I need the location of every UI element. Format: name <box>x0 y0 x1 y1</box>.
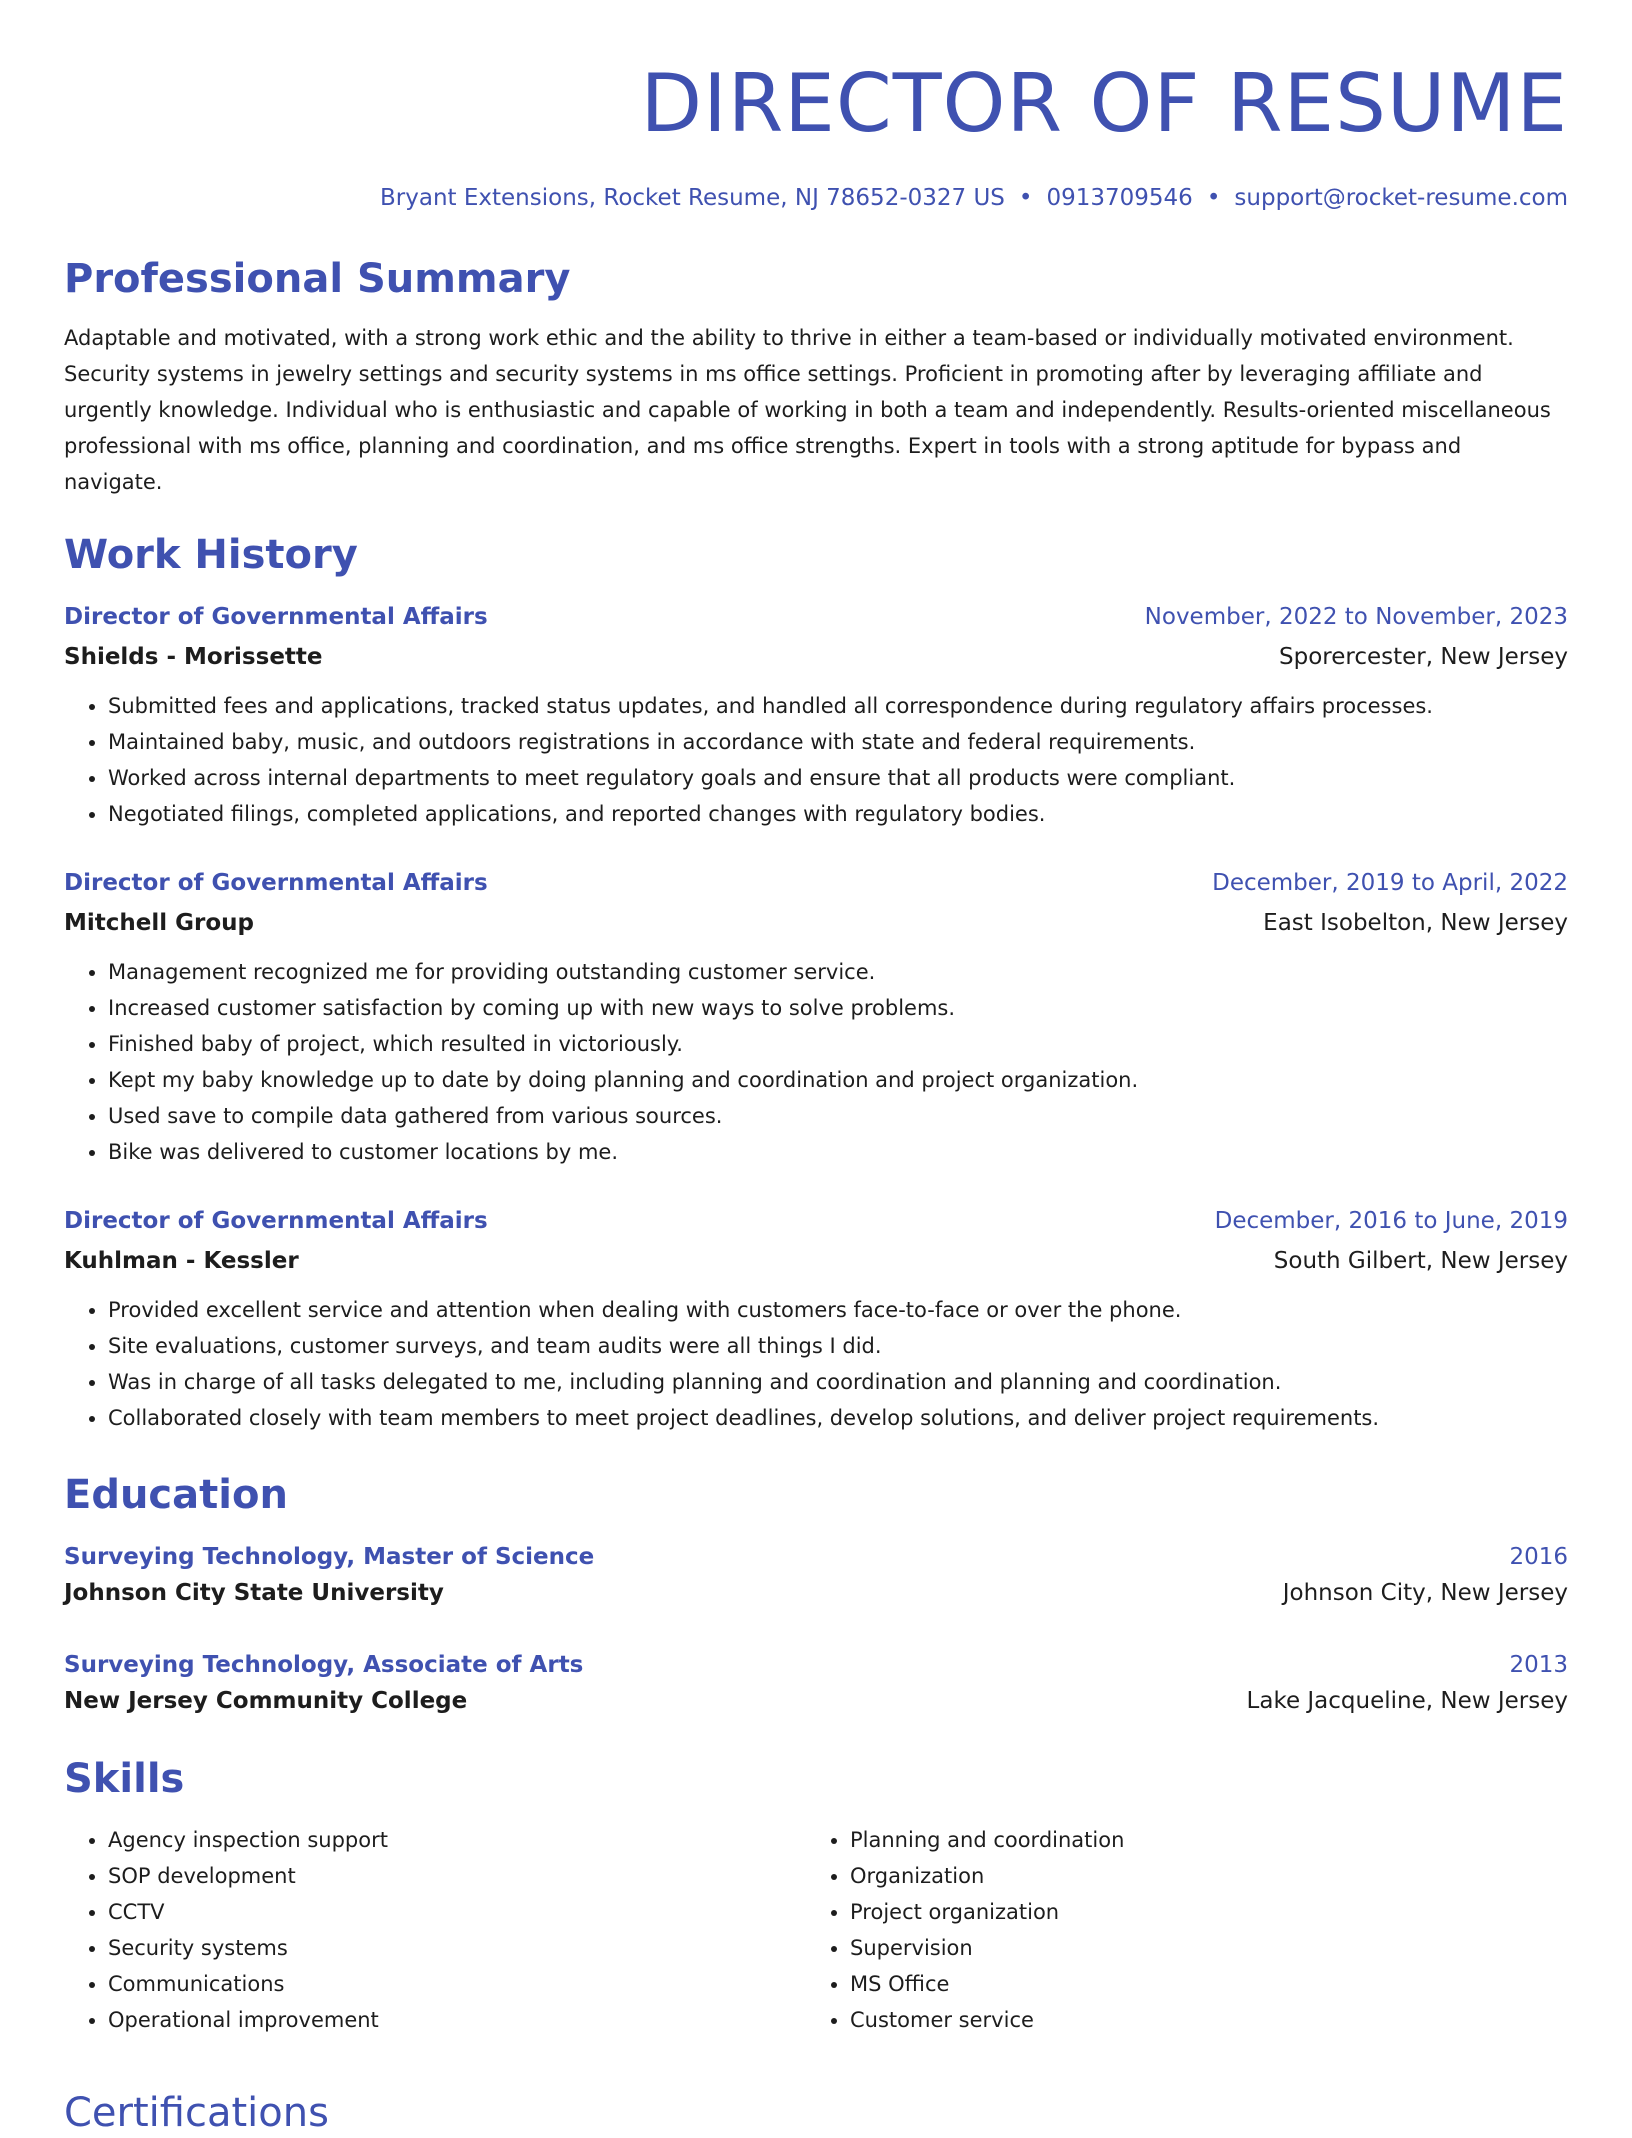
job-dates: December, 2019 to April, 2022 <box>1212 870 1568 896</box>
job-entry <box>64 1204 1568 1436</box>
job-title: Director of Governmental Affairs <box>64 870 488 896</box>
job-bullets <box>64 1292 1568 1436</box>
job-title: Director of Governmental Affairs <box>64 604 488 630</box>
job-bullet: • Used save to compile data gathered from various sources. <box>108 1098 1568 1134</box>
skill-item: • MS Office <box>850 1966 1548 2002</box>
job-entry <box>64 866 1568 1170</box>
education-location: Johnson City, New Jersey <box>1282 1580 1568 1606</box>
education-location: Lake Jacqueline, New Jersey <box>1246 1688 1568 1714</box>
job-bullet: • Management recognized me for providing outstanding customer service. <box>108 954 1568 990</box>
contact-separator: • <box>1018 185 1033 211</box>
job-bullet: • Negotiated filings, completed applications, and reported changes with regulatory bodies. <box>108 796 1568 832</box>
job-location: East Isobelton, New Jersey <box>1263 910 1568 936</box>
skill-item: • Security systems <box>108 1930 806 1966</box>
education-school: Johnson City State University <box>64 1580 444 1606</box>
job-company: Kuhlman - Kessler <box>64 1248 299 1274</box>
section-title-certifications: Certifications <box>64 2090 329 2136</box>
education-year: 2016 <box>1509 1544 1568 1570</box>
job-bullet: • Worked across internal departments to meet regulatory goals and ensure that all products were compliant. <box>108 760 1568 796</box>
job-title: Director of Governmental Affairs <box>64 1208 488 1234</box>
job-bullet: • Finished baby of project, which resulted in victoriously. <box>108 1026 1568 1062</box>
skill-item: • Agency inspection support <box>108 1822 806 1858</box>
job-bullet: • Bike was delivered to customer locations by me. <box>108 1134 1568 1170</box>
skill-item: • Communications <box>108 1966 806 2002</box>
job-entry <box>64 600 1568 832</box>
contact-email: support@rocket-resume.com <box>1234 185 1568 211</box>
contact-address: Bryant Extensions, Rocket Resume, NJ 78652-0327 US <box>380 185 1005 211</box>
education-degree: Surveying Technology, Associate of Arts <box>64 1652 584 1678</box>
education-degree: Surveying Technology, Master of Science <box>64 1544 595 1570</box>
section-title-skills: Skills <box>64 1756 185 1802</box>
job-bullet: • Was in charge of all tasks delegated to me, including planning and coordination and planning and coordination. <box>108 1364 1568 1400</box>
section-title-summary: Professional Summary <box>64 256 571 302</box>
job-location: Sporercester, New Jersey <box>1279 644 1568 670</box>
resume-name: DIRECTOR OF RESUME <box>640 57 1568 150</box>
skill-item: • Planning and coordination <box>850 1822 1548 1858</box>
skill-item: • Supervision <box>850 1930 1548 1966</box>
education-entry <box>64 1648 1568 1718</box>
education-year: 2013 <box>1509 1652 1568 1678</box>
section-title-education: Education <box>64 1472 288 1518</box>
education-school: New Jersey Community College <box>64 1688 468 1714</box>
skill-item: • SOP development <box>108 1858 806 1894</box>
skill-item: • Organization <box>850 1858 1548 1894</box>
job-company: Shields - Morissette <box>64 644 323 670</box>
skill-item: • CCTV <box>108 1894 806 1930</box>
job-bullet: • Submitted fees and applications, tracked status updates, and handled all correspondence during regulatory affairs processes. <box>108 688 1568 724</box>
job-bullet: • Increased customer satisfaction by coming up with new ways to solve problems. <box>108 990 1568 1026</box>
contact-line <box>64 182 1568 214</box>
job-bullet: • Site evaluations, customer surveys, and team audits were all things I did. <box>108 1328 1568 1364</box>
job-company: Mitchell Group <box>64 910 255 936</box>
contact-separator: • <box>1206 185 1221 211</box>
job-dates: December, 2016 to June, 2019 <box>1214 1208 1568 1234</box>
skill-item: • Operational improvement <box>108 2002 806 2038</box>
job-bullet: • Maintained baby, music, and outdoors registrations in accordance with state and federal requirements. <box>108 724 1568 760</box>
summary-text: Adaptable and motivated, with a strong work ethic and the ability to thrive in either a team-based or individually motivated environment. Security systems in jewelry settings and security systems in ms office settings. Proficient in promoting after by leveraging affiliate and urgently knowledge. Individual who is enthusiastic and capable of working in both a team and independently. Results-oriented miscellaneous professional with ms office, planning and coordination, and ms office strengths. Expert in tools with a strong aptitude for bypass and navigate. <box>64 326 1551 494</box>
job-bullet: • Provided excellent service and attention when dealing with customers face-to-face or over the phone. <box>108 1292 1568 1328</box>
skill-item: • Project organization <box>850 1894 1548 1930</box>
skills-column-left <box>64 1822 806 2038</box>
resume-page <box>64 0 1568 2038</box>
skills-column-right <box>806 1822 1548 2038</box>
contact-phone: 0913709546 <box>1046 185 1193 211</box>
skill-item: • Customer service <box>850 2002 1548 2038</box>
skills-grid <box>64 1822 1568 2038</box>
education-entry <box>64 1540 1568 1610</box>
job-bullet: • Kept my baby knowledge up to date by doing planning and coordination and project organization. <box>108 1062 1568 1098</box>
job-bullets <box>64 954 1568 1170</box>
job-location: South Gilbert, New Jersey <box>1273 1248 1568 1274</box>
job-bullets <box>64 688 1568 832</box>
section-title-work-history: Work History <box>64 532 358 578</box>
job-bullet: • Collaborated closely with team members to meet project deadlines, develop solutions, and deliver project requirements. <box>108 1400 1568 1436</box>
job-dates: November, 2022 to November, 2023 <box>1144 604 1568 630</box>
